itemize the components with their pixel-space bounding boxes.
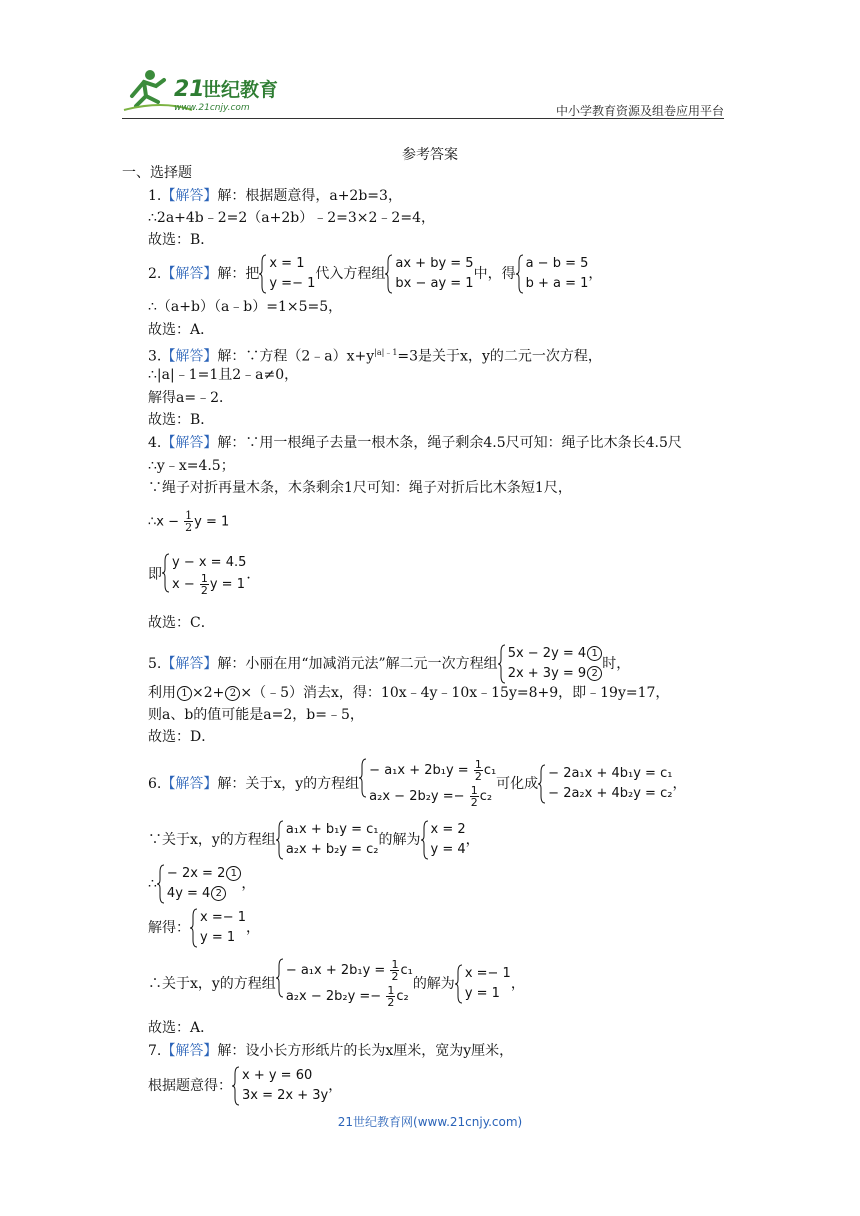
q3-line2: ∴|a|﹣1=1且2﹣a≠0， bbox=[148, 367, 299, 383]
q6-system-a-repeat: − a₁x + 2b₁y = $\frac{1}{2}$ c₁ a₂x − 2b₂y =− $\frac{1}{2}$ c₂ bbox=[276, 958, 413, 1010]
q5-line2: 利用 1 ×2+ 2 ×（﹣5）消去x，得：10x﹣4y﹣10x﹣15y=8+9，即﹣19y=17， bbox=[148, 685, 670, 701]
q2-line2: ∴（a+b）（a﹣b）=1×5=5， bbox=[148, 299, 343, 315]
q6-line2: ∵关于x，y的方程组 a₁x + b₁y = c₁ a₂x + b₂y = c₂ 的解为 x = 2 y = 4 ， bbox=[148, 820, 480, 860]
q5-line3: 则a、b的值可能是a=2，b=﹣5， bbox=[148, 707, 364, 723]
q6-line6: 故选：A． bbox=[148, 1020, 215, 1036]
q2-line1: 2.【解答】解：把 x = 1 y =− 1 代入方程组 ax + by = 5 bx − ay = 1 中，得 a − b = 5 b + a = 1 ， bbox=[148, 254, 602, 294]
q5-line4: 故选：D． bbox=[148, 729, 216, 745]
q4-line5: 即 y − x = 4.5 x − $\frac{1}{2}$ y = 1 ． bbox=[148, 555, 261, 597]
svg-text:世纪教育: 世纪教育 bbox=[202, 79, 279, 101]
q4-system: y − x = 4.5 x − $\frac{1}{2}$ y = 1 bbox=[162, 553, 246, 596]
svg-text:21: 21 bbox=[174, 77, 205, 102]
q1-line3: 故选：B． bbox=[148, 232, 215, 248]
q6-system-c: a₁x + b₁y = c₁ a₂x + b₂y = c₂ bbox=[276, 820, 379, 860]
q2-system-2: ax + by = 5 bx − ay = 1 bbox=[385, 254, 473, 294]
logo-url: www.21cnjy.com bbox=[174, 103, 250, 113]
q6-line1: 6.【解答】解：关于x，y的方程组 − a₁x + 2b₁y = $\frac{1}{2}$ c₁ a₂x − 2b₂y =− $\frac{1}{2}$ c₂ 可化成 − 2a₁x + 4b₁y = c₁ − 2a₂x + 4b₂y = c₂ ， bbox=[148, 758, 687, 809]
q6-line5: ∴关于x，y的方程组 − a₁x + 2b₁y = $\frac{1}{2}$ c₁ a₂x − 2b₂y =− $\frac{1}{2}$ c₂ 的解为 x =− 1 y = 1 ， bbox=[148, 958, 525, 1009]
q2-line3: 故选：A． bbox=[148, 322, 215, 338]
q2-system-3: a − b = 5 b + a = 1 bbox=[516, 254, 589, 294]
page-title: 参考答案 bbox=[402, 147, 458, 163]
header-divider bbox=[122, 118, 724, 119]
q6-system-d: x = 2 y = 4 bbox=[421, 820, 466, 860]
footer-site: 21世纪教育网(www.21cnjy.com) bbox=[337, 1115, 523, 1129]
q7-line2: 根据题意得： x + y = 60 3x = 2x + 3y ， bbox=[148, 1066, 342, 1106]
q3-line4: 故选：B． bbox=[148, 412, 215, 428]
logo-21cnjy bbox=[122, 66, 292, 116]
q6-line4: 解得： x =− 1 y = 1 ， bbox=[148, 908, 260, 948]
q5-system: 5x − 2y = 4 1 2x + 3y = 9 2 bbox=[498, 644, 603, 684]
q4-line1: 4.【解答】解：∵用一根绳子去量一根木条，绳子剩余4.5尺可知：绳子比木条长4.5尺 bbox=[148, 435, 682, 451]
q1-line1: 1.【解答】解：根据题意得，a+2b=3， bbox=[148, 188, 402, 204]
header-platform-name: 中小学教育资源及组卷应用平台 bbox=[555, 104, 724, 118]
q7-line1: 7.【解答】解：设小长方形纸片的长为x厘米，宽为y厘米， bbox=[148, 1043, 514, 1059]
q7-system: x + y = 60 3x = 2x + 3y bbox=[232, 1066, 328, 1106]
q4-line2: ∴y﹣x=4.5； bbox=[148, 458, 235, 474]
q6-line3: ∴ − 2x = 2 1 4y = 4 2 ， bbox=[148, 864, 255, 904]
q6-system-f: x =− 1 y = 1 bbox=[190, 908, 246, 948]
section-heading: 一、选择题 bbox=[122, 165, 192, 181]
q5-line1: 5.【解答】解：小丽在用“加减消元法”解二元一次方程组 5x − 2y = 4 1 2x + 3y = 9 2 时， bbox=[148, 644, 630, 684]
q4-line6: 故选：C． bbox=[148, 615, 215, 631]
q2-system-1: x = 1 y =− 1 bbox=[259, 254, 315, 294]
q6-system-a: − a₁x + 2b₁y = $\frac{1}{2}$ c₁ a₂x − 2b₂y =− $\frac{1}{2}$ c₂ bbox=[359, 758, 496, 810]
q6-system-f-repeat: x =− 1 y = 1 bbox=[455, 964, 511, 1004]
q6-system-b: − 2a₁x + 4b₁y = c₁ − 2a₂x + 4b₂y = c₂ bbox=[538, 764, 672, 804]
q3-line3: 解得a=﹣2． bbox=[148, 390, 233, 406]
q4-line4: ∴x − $\frac{1}{2}$ y = 1 bbox=[148, 509, 230, 534]
q1-line2: ∴2a+4b﹣2=2（a+2b）﹣2=3×2﹣2=4， bbox=[148, 210, 435, 226]
q3-line1: 3.【解答】解：∵方程$(2﹣a)x+y^{|a|﹣1}=3$是关于x，y的二元一次方程， bbox=[148, 348, 602, 365]
q4-line3: ∵绳子对折再量木条，木条剩余1尺可知：绳子对折后比木条短1尺， bbox=[148, 480, 572, 496]
q6-system-e: − 2x = 2 1 4y = 4 2 bbox=[157, 864, 241, 904]
